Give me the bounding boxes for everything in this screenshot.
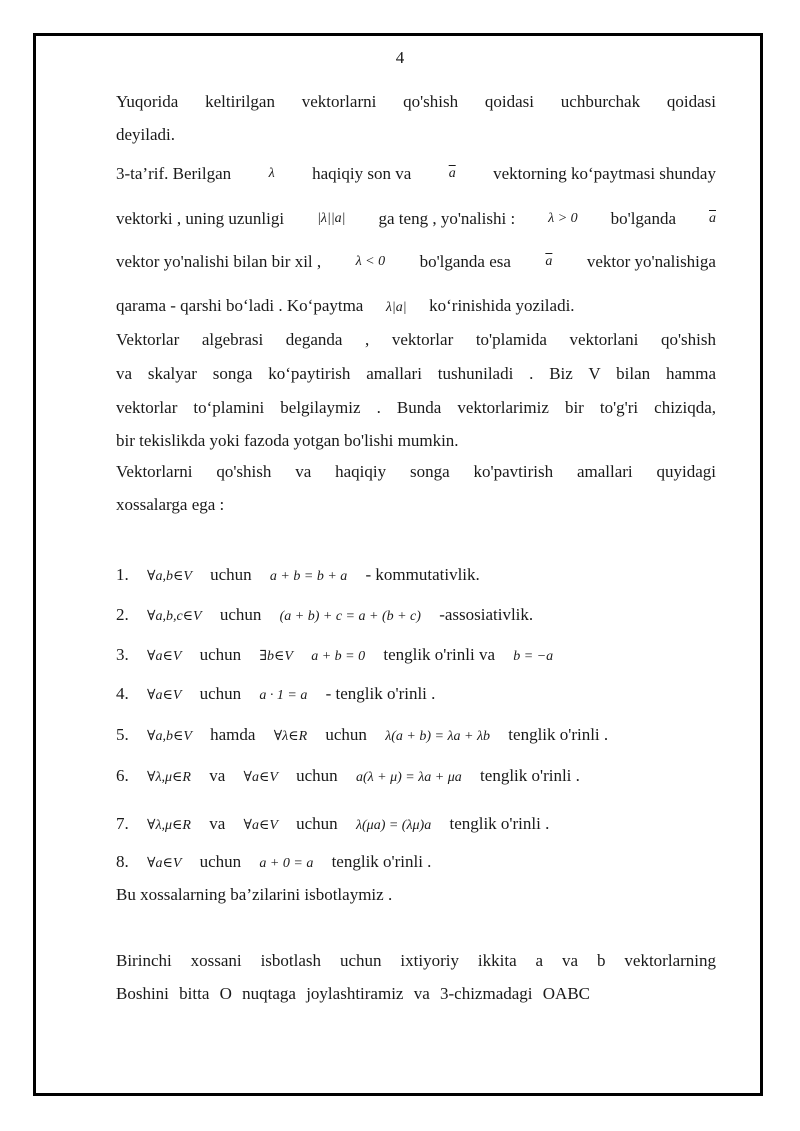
- text-line: vektorlar to‘plamini belgilaymiz . Bunda vektorlarimiz bir to'g'ri chiziqda,: [116, 398, 716, 417]
- definition-line: [116, 209, 716, 229]
- definition-line: [116, 252, 716, 272]
- item-number: 2.: [116, 605, 129, 624]
- quantifier: ∀a,b∈V: [147, 569, 192, 584]
- text-fragment: va: [209, 814, 226, 833]
- property-item: [116, 852, 431, 874]
- text-fragment: tenglik o'rinli .: [480, 766, 580, 785]
- formula: (a + b) + c = a + (b + c): [279, 609, 421, 624]
- quantifier: ∀a∈V: [243, 818, 278, 833]
- norm-expression: |λ||a|: [317, 211, 346, 226]
- text-fragment: tenglik o'rinli va: [383, 645, 495, 664]
- item-number: 6.: [116, 766, 129, 785]
- quantifier: ∀λ,μ∈R: [147, 818, 191, 833]
- text-line: xossalarga ega :: [116, 495, 225, 514]
- formula: λ(μa) = (λμ)a: [355, 818, 432, 833]
- text-fragment: uchun: [296, 766, 338, 785]
- text-line: bir tekislikda yoki fazoda yotgan bo'lishi mumkin.: [116, 431, 459, 450]
- text-fragment: bo'lganda: [610, 209, 677, 228]
- text-fragment: 3-ta’rif. Berilgan: [116, 164, 232, 183]
- lambda-symbol: λ: [268, 166, 275, 181]
- text-fragment: tenglik o'rinli .: [449, 814, 550, 833]
- quantifier: ∀λ∈R: [273, 729, 308, 744]
- text-fragment: -assosiativlik.: [439, 605, 534, 624]
- text-line: Boshini bitta O nuqtaga joylashtiramiz va 3-chizmadagi OABC: [116, 984, 590, 1003]
- property-item: [116, 565, 480, 587]
- text-fragment: uchun: [199, 645, 242, 664]
- text-fragment: uchun: [210, 565, 252, 584]
- vector-symbol: $\overline{a}$: [545, 254, 553, 269]
- item-number: 4.: [116, 684, 129, 703]
- property-item: [116, 684, 435, 706]
- formula: a + 0 = a: [259, 856, 314, 871]
- text-fragment: vektorning ko‘paytmasi shunday: [493, 164, 716, 183]
- quantifier: ∀a,b∈V: [147, 729, 192, 744]
- item-number: 1.: [116, 565, 129, 584]
- text-fragment: haqiqiy son va: [312, 164, 412, 183]
- item-number: 8.: [116, 852, 129, 871]
- product-expression: λ|a|: [385, 300, 407, 315]
- definition-line: [116, 296, 575, 318]
- quantifier: ∀a∈V: [243, 770, 278, 785]
- definition-line: [116, 164, 716, 184]
- text-line: Yuqorida keltirilgan vektorlarni qo'shish qoidasi uchburchak qoidasi: [116, 92, 716, 111]
- text-fragment: vektor yo'nalishiga: [586, 252, 716, 271]
- condition-expression: λ > 0: [548, 211, 578, 226]
- page-number: 4: [395, 48, 405, 67]
- text-fragment: uchun: [199, 852, 242, 871]
- property-item: [116, 605, 533, 627]
- quantifier: ∀a∈V: [147, 688, 182, 703]
- quantifier: ∀a,b,c∈V: [147, 609, 202, 624]
- text-fragment: uchun: [325, 725, 367, 744]
- text-fragment: vektorki , uning uzunligi: [116, 209, 285, 228]
- text-line: deyiladi.: [116, 125, 176, 144]
- quantifier: ∀a∈V: [147, 856, 182, 871]
- formula: b = −a: [513, 649, 554, 664]
- condition-expression: λ < 0: [355, 254, 386, 269]
- text-line: Vektorlar algebrasi deganda , vektorlar to'plamida vektorlani qo'shish: [116, 330, 716, 349]
- text-fragment: bo'lganda esa: [419, 252, 511, 271]
- formula: a + b = 0: [311, 649, 366, 664]
- text-fragment: qarama - qarshi bo‘ladi . Ko‘paytma: [116, 296, 364, 315]
- property-item: [116, 766, 580, 788]
- quantifier: ∃b∈V: [259, 649, 293, 664]
- text-fragment: - kommutativlik.: [365, 565, 480, 584]
- quantifier: ∀a∈V: [147, 649, 182, 664]
- text-line: va skalyar songa ko‘paytirish amallari tushuniladi . Biz V bilan hamma: [116, 364, 716, 383]
- item-number: 5.: [116, 725, 129, 744]
- text-fragment: - tenglik o'rinli .: [325, 684, 436, 703]
- vector-symbol: $\overline{a}$: [709, 211, 716, 226]
- text-fragment: ko‘rinishida yoziladi.: [429, 296, 575, 315]
- item-number: 7.: [116, 814, 129, 833]
- text-fragment: tenglik o'rinli .: [331, 852, 432, 871]
- text-fragment: vektor yo'nalishi bilan bir xil ,: [116, 252, 322, 271]
- property-item: [116, 725, 608, 747]
- text-line: Vektorlarni qo'shish va haqiqiy songa ko'pavtirish amallari quyidagi: [116, 462, 716, 481]
- text-fragment: uchun: [296, 814, 338, 833]
- text-fragment: ga teng , yo'nalishi :: [378, 209, 516, 228]
- formula: a + b = b + a: [269, 569, 348, 584]
- text-fragment: hamda: [210, 725, 256, 744]
- text-fragment: uchun: [219, 605, 262, 624]
- property-item: [116, 645, 553, 667]
- formula: λ(a + b) = λa + λb: [385, 729, 491, 744]
- text-fragment: tenglik o'rinli .: [508, 725, 609, 744]
- vector-symbol: $\overline{a}$: [448, 166, 456, 181]
- text-line: Bu xossalarning ba’zilarini isbotlaymiz .: [116, 885, 393, 904]
- formula: a · 1 = a: [259, 688, 308, 703]
- text-fragment: va: [209, 766, 226, 785]
- formula: a(λ + μ) = λa + μa: [355, 770, 462, 785]
- property-item: [116, 814, 549, 836]
- quantifier: ∀λ,μ∈R: [147, 770, 191, 785]
- text-fragment: uchun: [199, 684, 242, 703]
- text-line: Birinchi xossani isbotlash uchun ixtiyoriy ikkita a va b vektorlarning: [116, 951, 716, 970]
- item-number: 3.: [116, 645, 129, 664]
